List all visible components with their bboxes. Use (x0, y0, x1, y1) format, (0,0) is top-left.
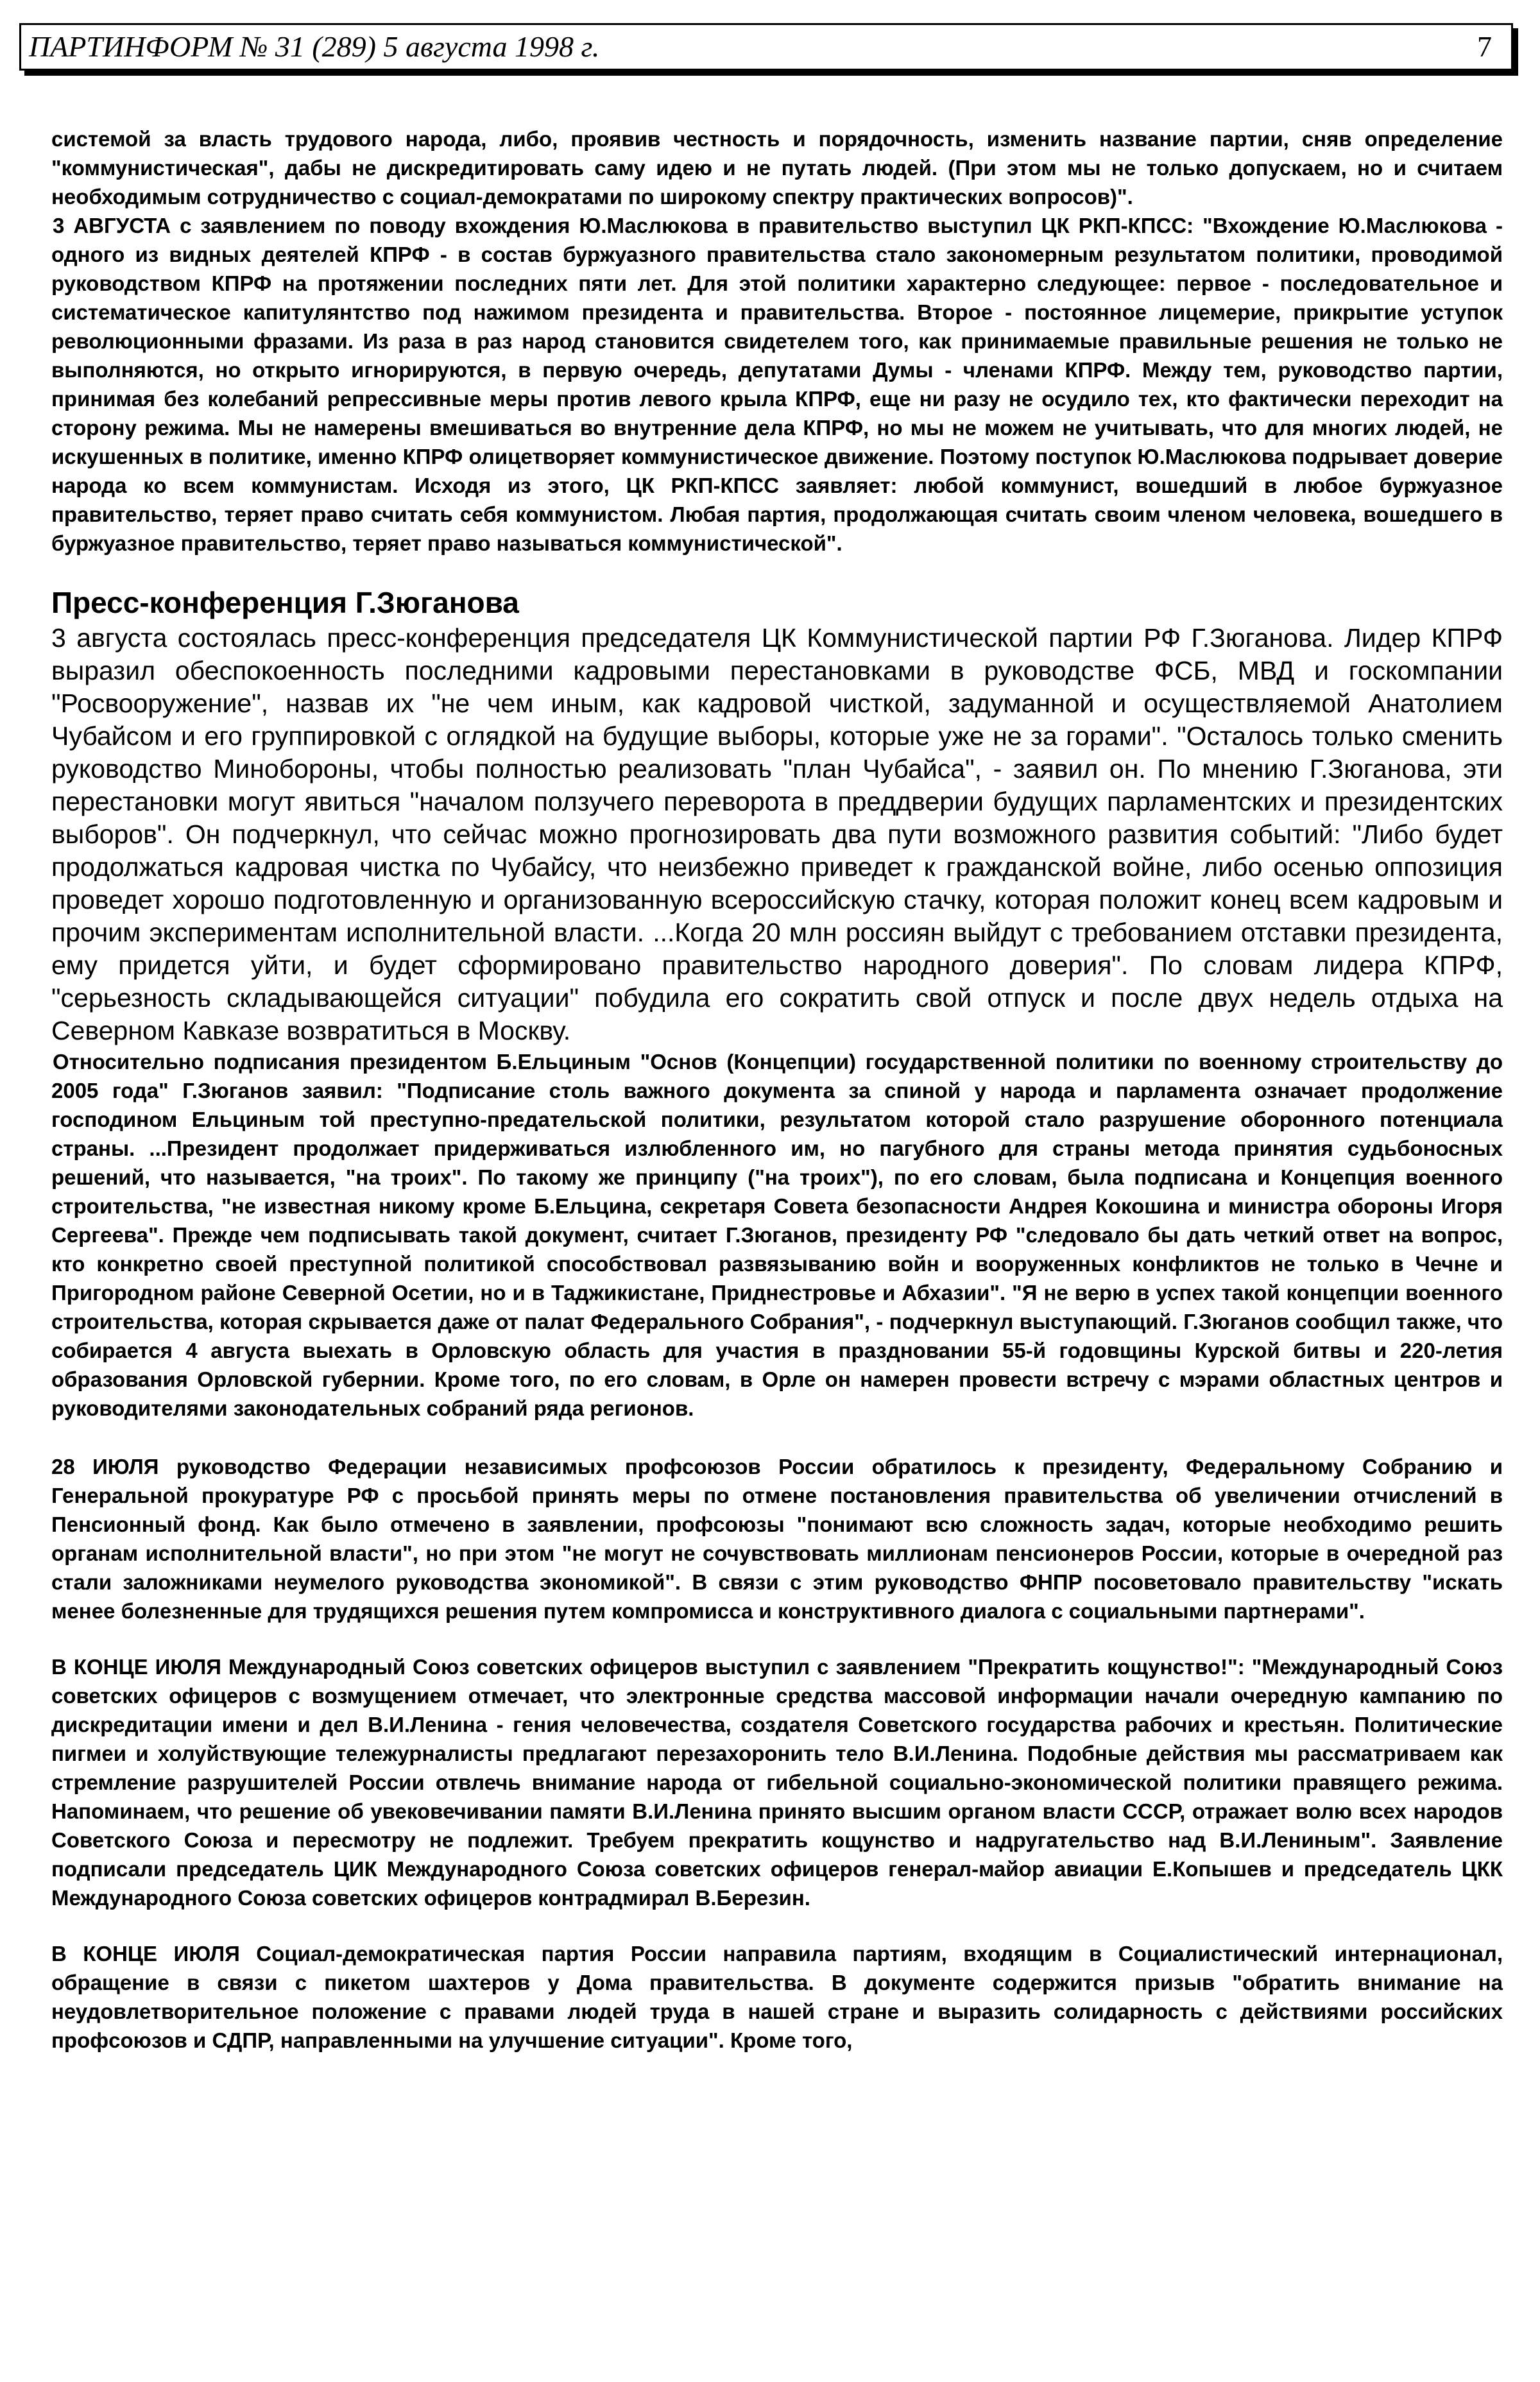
spacer (51, 1912, 1503, 1939)
press-conference-military-paragraph: Относительно подписания президентом Б.Ельциным "Основ (Концепции) государственной политики по военному строительству до 2005 года" Г.Зюганов заявил: "Подписание столь важного документа за спиной у народа и парламента означает продолжение господином Ельциным той преступно-предательской политики, результатом которой стало разрушение оборонного потенциала страны. ...Президент продолжает придерживаться излюбленного им, но пагубного для страны метода принятия судьбоносных решений, что называется, "на троих". По такому же принципу ("на троих"), по его словам, была подписана и Концепция военного строительства, "не известная никому кроме Б.Ельцина, секретаря Совета безопасности Андрея Кокошина и министра обороны Игоря Сергеева". Прежде чем подписывать такой документ, считает Г.Зюганов, президенту РФ "следовало бы дать четкий ответ на вопрос, кто конкретно своей преступной политикой способствовал развязыванию войн и вооруженных конфликтов не только в Чечне и Пригородном районе Северной Осетии, но и в Таджикистане, Приднестровье и Абхазии". "Я не верю в успех такой концепции военного строительства, которая скрывается даже от палат Федерального Собрания", - подчеркнул выступающий. Г.Зюганов сообщил также, что собирается 4 августа выехать в Орловскую область для участия в праздновании 55-й годовщины Курской битвы и 220-летия образования Орловской губернии. Кроме того, по его словам, в Орле он намерен провести встречу с мэрами областных центров и руководителями законодательных собраний ряда регионов. (51, 1050, 1503, 1420)
page-header (19, 23, 1513, 71)
news-item-fnpr: 28 ИЮЛЯ руководство Федерации независимых профсоюзов России обратилось к президенту, Федеральному Собранию и Генеральной прокуратуре РФ с просьбой принять меры по отмене постановления правительства об увеличении отчислений в Пенсионный фонд. Как было отмечено в заявлении, профсоюзы "понимают всю сложность задач, которые необходимо решить органам исполнительной власти", но при этом "не могут не сочувствовать миллионам пенсионеров России, которые в очередной раз стали заложниками неумелого руководства экономикой". В связи с этим руководство ФНПР посоветовало правительству "искать менее болезненные для трудящихся решения путем компромисса и конструктивного диалога с социальными партнерами". (51, 1455, 1503, 1623)
page-number: 7 (1477, 30, 1492, 63)
news-item-officers-union: В КОНЦЕ ИЮЛЯ Международный Союз советских офицеров выступил с заявлением "Прекратить кощунство!": "Международный Союз советских офицеров с возмущением отмечает, что электронные средства массовой информации начали очередную кампанию по дискредитации имени и дел В.И.Ленина - гения человечества, создателя Советского государства рабочих и крестьян. Политические пигмеи и холуйствующие тележурналисты предлагают перезахоронить тело В.И.Ленина. Подобные действия мы рассматриваем как стремление разрушителей России отвлечь внимание народа от гибельной социально-экономической политики правящего режима. Напоминаем, что решение об увековечивании памяти В.И.Ленина принято высшим органом власти СССР, отражает волю всех народов Советского Союза и пересмотру не подлежит. Требуем прекратить кощунство и надругательство над В.И.Лениным". Заявление подписали председатель ЦИК Международного Союза советских офицеров генерал-майор авиации Е.Копышев и председатель ЦКК Международного Союза советских офицеров контрадмирал В.Березин. (51, 1655, 1503, 1910)
intro-paragraph-continuation: системой за власть трудового народа, либо, проявив честность и порядочность, изменить название партии, сняв определение "коммунистическая", дабы не дискредитировать саму идею и не путать людей. (При этом мы не только допускаем, но и считаем необходимым сотрудничество с социал-демократами по широкому спектру практических вопросов)". (51, 127, 1503, 209)
spacer (51, 1625, 1503, 1652)
intro-paragraph-rkp-kpss: 3 АВГУСТА с заявлением по поводу вхождения Ю.Маслюкова в правительство выступил ЦК РКП-КПСС: "Вхождение Ю.Маслюкова - одного из видных деятелей КПРФ - в состав буржуазного правительства стало закономерным результатом политики, проводимой руководством КПРФ на протяжении последних пяти лет. Для этой политики характерно следующее: первое - последовательное и систематическое капитулянтство под нажимом президента и правительства. Второе - постоянное лицемерие, прикрытие уступок революционными фразами. Из раза в раз народ становится свидетелем того, как принимаемые правильные решения не только не выполняются, но открыто игнорируются, в первую очередь, депутатами Думы - членами КПРФ. Между тем, руководство партии, принимая без колебаний репрессивные меры против левого крыла КПРФ, еще ни разу не осудило тех, кто фактически переходит на сторону режима. Мы не намерены вмешиваться во внутренние дела КПРФ, но мы не можем не учитывать, что для многих людей, не искушенных в политике, именно КПРФ олицетворяет коммунистическое движение. Поэтому поступок Ю.Маслюкова подрывает доверие народа ко всем коммунистам. Исходя из этого, ЦК РКП-КПСС заявляет: любой коммунист, вошедший в любое буржуазное правительство, теряет право считать себя коммунистом. Любая партия, продолжающая считать своим членом человека, вошедшего в буржуазное правительство, теряет право называться коммунистической". (51, 214, 1503, 555)
news-item-sdpr: В КОНЦЕ ИЮЛЯ Социал-демократическая партия России направила партиям, входящим в Социалистический интернационал, обращение в связи с пикетом шахтеров у Дома правительства. В документе содержится призыв "обратить внимание на неудовлетворительное положение с правами людей труда в нашей стране и выразить солидарность с действиями российских профсоюзов и СДПР, направленными на улучшение ситуации". Кроме того, (51, 1942, 1503, 2052)
spacer (51, 1423, 1503, 1452)
article-content (51, 124, 1503, 2055)
section-heading-press-conference: Пресс-конференция Г.Зюганова (51, 586, 519, 619)
publication-title: ПАРТИНФОРМ № 31 (289) 5 августа 1998 г. (29, 30, 600, 63)
press-conference-paragraph: 3 августа состоялась пресс-конференция председателя ЦК Коммунистической партии РФ Г.Зюганова. Лидер КПРФ выразил обеспокоенность последними кадровыми перестановками в руководстве ФСБ, МВД и госкомпании "Росвооружение", назвав их "не чем иным, как кадровой чисткой, задуманной и осуществляемой Анатолием Чубайсом и его группировкой с оглядкой на будущие выборы, которые уже не за горами". "Осталось только сменить руководство Минобороны, чтобы полностью реализовать "план Чубайса", - заявил он. По мнению Г.Зюганова, эти перестановки могут явиться "началом ползучего переворота в преддверии будущих парламентских и президентских выборов". Он подчеркнул, что сейчас можно прогнозировать два пути возможного развития событий: "Либо будет продолжаться кадровая чистка по Чубайсу, что неизбежно приведет к гражданской войне, либо осенью оппозиция проведет хорошо подготовленную и организованную всероссийскую стачку, которая положит конец всем кадровым и прочим экспериментам исполнительной власти. ...Когда 20 млн россиян выйдут с требованием отставки президента, ему придется уйти, и будет сформировано правительство народного доверия". По словам лидера КПРФ, "серьезность складывающейся ситуации" побудила его сократить свой отпуск и после двух недель отдыха на Северном Кавказе возвратиться в Москву. (51, 623, 1503, 1045)
